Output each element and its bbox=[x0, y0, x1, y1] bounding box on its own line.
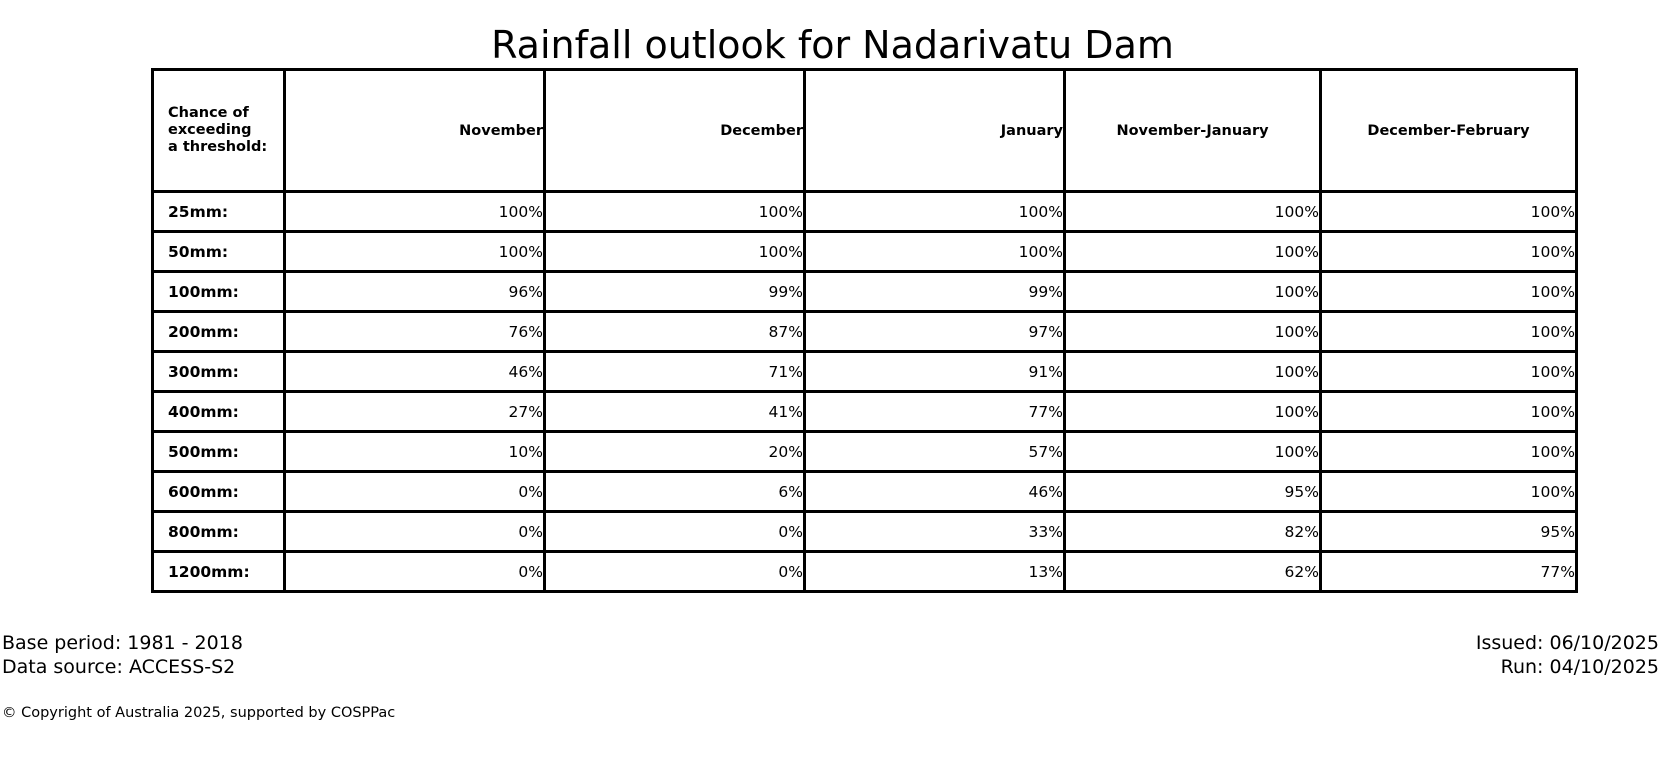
row-label-threshold: 300mm: bbox=[153, 352, 285, 392]
table-row bbox=[153, 272, 1577, 312]
table-cell-probability: 46% bbox=[285, 352, 545, 392]
table-cell-probability: 99% bbox=[545, 272, 805, 312]
table-row bbox=[153, 192, 1577, 232]
column-header-january: January bbox=[805, 70, 1065, 192]
rainfall-outlook-table bbox=[151, 68, 1578, 593]
column-header-december-february: December-February bbox=[1321, 70, 1577, 192]
table-row bbox=[153, 512, 1577, 552]
table-cell-probability: 100% bbox=[545, 232, 805, 272]
row-label-threshold: 200mm: bbox=[153, 312, 285, 352]
row-label-threshold: 25mm: bbox=[153, 192, 285, 232]
table-cell-probability: 62% bbox=[1065, 552, 1321, 592]
table-cell-probability: 33% bbox=[805, 512, 1065, 552]
table-cell-probability: 100% bbox=[1321, 312, 1577, 352]
table-cell-probability: 100% bbox=[1321, 192, 1577, 232]
row-label-threshold: 100mm: bbox=[153, 272, 285, 312]
table-cell-probability: 46% bbox=[805, 472, 1065, 512]
column-header-december: December bbox=[545, 70, 805, 192]
run-date-text: Run: 04/10/2025 bbox=[1500, 655, 1659, 678]
column-header-november-january: November-January bbox=[1065, 70, 1321, 192]
table-row bbox=[153, 232, 1577, 272]
row-label-threshold: 800mm: bbox=[153, 512, 285, 552]
table-cell-probability: 0% bbox=[285, 472, 545, 512]
issued-date-text: Issued: 06/10/2025 bbox=[1475, 632, 1659, 654]
table-cell-probability: 95% bbox=[1065, 472, 1321, 512]
table-cell-probability: 91% bbox=[805, 352, 1065, 392]
table-cell-probability: 99% bbox=[805, 272, 1065, 312]
table-cell-probability: 71% bbox=[545, 352, 805, 392]
table-cell-probability: 41% bbox=[545, 392, 805, 432]
table-cell-probability: 77% bbox=[1321, 552, 1577, 592]
table-cell-probability: 100% bbox=[805, 192, 1065, 232]
table-cell-probability: 97% bbox=[805, 312, 1065, 352]
table-cell-probability: 87% bbox=[545, 312, 805, 352]
table-cell-probability: 100% bbox=[285, 232, 545, 272]
column-header-threshold: Chance of exceeding a threshold: bbox=[153, 70, 285, 192]
table-cell-probability: 0% bbox=[285, 552, 545, 592]
table-cell-probability: 27% bbox=[285, 392, 545, 432]
table-cell-probability: 100% bbox=[1065, 192, 1321, 232]
table-row bbox=[153, 432, 1577, 472]
table-cell-probability: 95% bbox=[1321, 512, 1577, 552]
table-row bbox=[153, 552, 1577, 592]
row-label-threshold: 1200mm: bbox=[153, 552, 285, 592]
table-cell-probability: 100% bbox=[1065, 352, 1321, 392]
copyright-text: © Copyright of Australia 2025, supported by COSPPac bbox=[2, 705, 396, 721]
table-cell-probability: 0% bbox=[545, 552, 805, 592]
table-cell-probability: 6% bbox=[545, 472, 805, 512]
table-cell-probability: 100% bbox=[1321, 392, 1577, 432]
table-cell-probability: 20% bbox=[545, 432, 805, 472]
row-label-threshold: 400mm: bbox=[153, 392, 285, 432]
table-cell-probability: 100% bbox=[1321, 232, 1577, 272]
row-label-threshold: 600mm: bbox=[153, 472, 285, 512]
table-cell-probability: 82% bbox=[1065, 512, 1321, 552]
table-cell-probability: 76% bbox=[285, 312, 545, 352]
footer-right bbox=[1476, 632, 1659, 679]
footer-left bbox=[2, 632, 243, 679]
page-title: Rainfall outlook for Nadarivatu Dam bbox=[491, 23, 1174, 68]
table-row bbox=[153, 352, 1577, 392]
table-cell-probability: 100% bbox=[1321, 352, 1577, 392]
table-body bbox=[153, 192, 1577, 592]
row-label-threshold: 500mm: bbox=[153, 432, 285, 472]
column-header-november: November bbox=[285, 70, 545, 192]
table-row bbox=[153, 392, 1577, 432]
table-cell-probability: 57% bbox=[805, 432, 1065, 472]
table-cell-probability: 100% bbox=[1321, 432, 1577, 472]
table-cell-probability: 100% bbox=[1065, 392, 1321, 432]
table-cell-probability: 100% bbox=[1321, 472, 1577, 512]
row-label-threshold: 50mm: bbox=[153, 232, 285, 272]
table-cell-probability: 100% bbox=[1065, 232, 1321, 272]
data-source-text: Data source: ACCESS-S2 bbox=[2, 655, 236, 678]
table-cell-probability: 0% bbox=[545, 512, 805, 552]
table-cell-probability: 0% bbox=[285, 512, 545, 552]
table-cell-probability: 96% bbox=[285, 272, 545, 312]
table-cell-probability: 100% bbox=[285, 192, 545, 232]
table-cell-probability: 77% bbox=[805, 392, 1065, 432]
table-cell-probability: 100% bbox=[1065, 312, 1321, 352]
table-row bbox=[153, 472, 1577, 512]
table-cell-probability: 100% bbox=[1321, 272, 1577, 312]
table-cell-probability: 100% bbox=[1065, 432, 1321, 472]
table-header bbox=[153, 70, 1577, 192]
table-header-row bbox=[153, 70, 1577, 192]
table-cell-probability: 100% bbox=[1065, 272, 1321, 312]
table-row bbox=[153, 312, 1577, 352]
table-cell-probability: 10% bbox=[285, 432, 545, 472]
table-cell-probability: 100% bbox=[805, 232, 1065, 272]
base-period-text: Base period: 1981 - 2018 bbox=[2, 632, 243, 654]
rainfall-outlook-table-wrapper bbox=[151, 68, 1575, 593]
table-cell-probability: 13% bbox=[805, 552, 1065, 592]
table-cell-probability: 100% bbox=[545, 192, 805, 232]
